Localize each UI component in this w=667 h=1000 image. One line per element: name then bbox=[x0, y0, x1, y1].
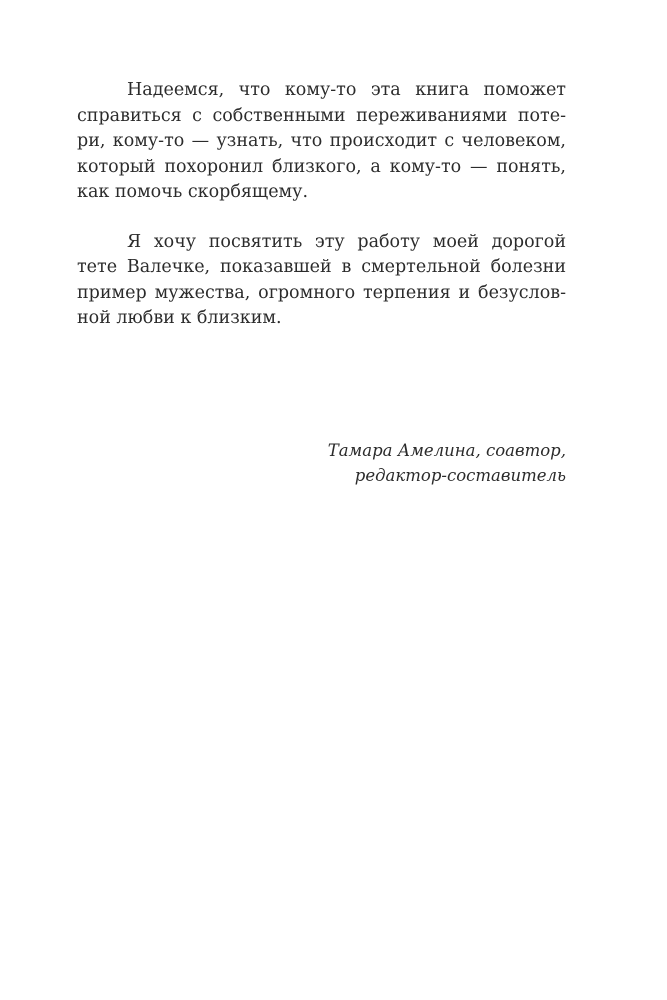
text-line: ри, кому-то — узнать, что происходит с человеком, bbox=[77, 131, 566, 151]
text-line: как помочь скорбящему. bbox=[77, 182, 309, 202]
text-line: ной любви к близким. bbox=[77, 308, 282, 328]
signature-role: редактор-составитель bbox=[354, 466, 566, 485]
paragraph-1 bbox=[77, 78, 566, 206]
signature-name: Тамара Амелина, соавтор, bbox=[327, 441, 566, 460]
text-line: Надеемся, что кому-то эта книга поможет bbox=[127, 80, 566, 100]
author-signature bbox=[328, 438, 566, 488]
text-line: тете Валечке, показавшей в смертельной болезни bbox=[77, 257, 566, 277]
text-line: который похоронил близкого, а кому-то — понять, bbox=[77, 156, 566, 177]
page-body bbox=[77, 78, 566, 332]
text-line: справиться с собственными переживаниями поте- bbox=[77, 105, 566, 126]
paragraph-2 bbox=[77, 230, 566, 332]
text-line: пример мужества, огромного терпения и безуслов- bbox=[77, 282, 566, 303]
text-line: Я хочу посвятить эту работу моей дорогой bbox=[127, 231, 566, 252]
